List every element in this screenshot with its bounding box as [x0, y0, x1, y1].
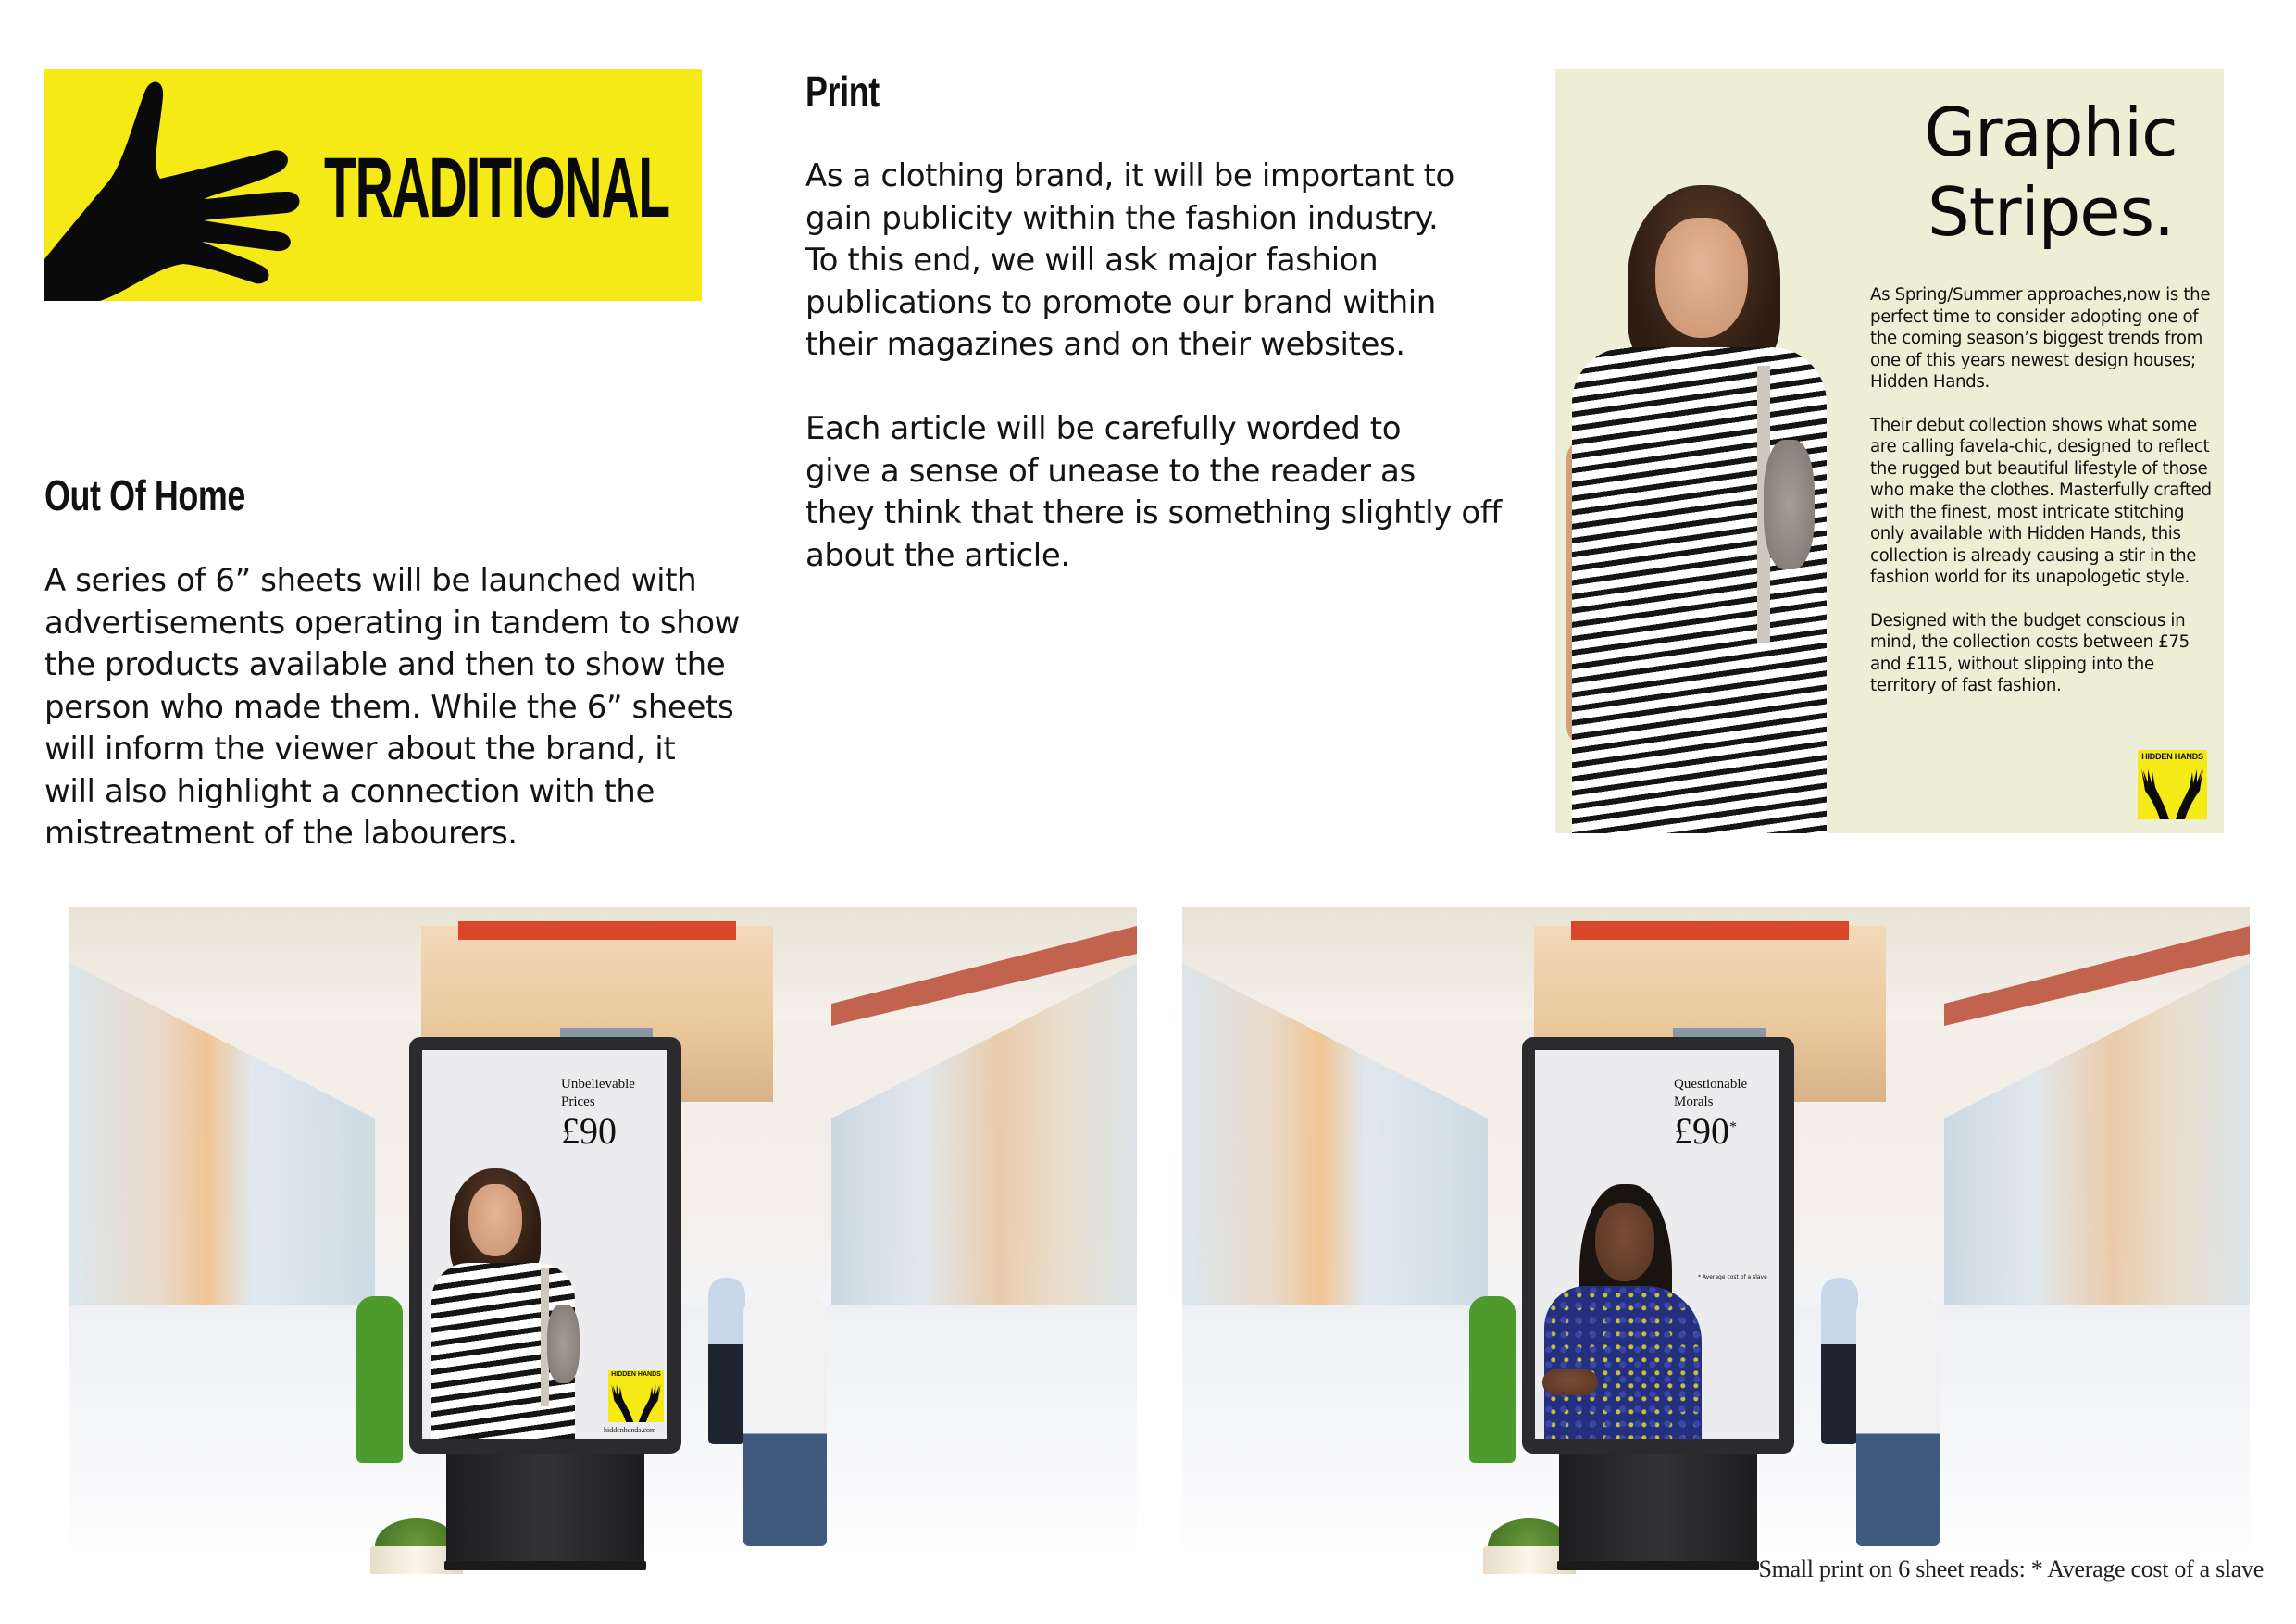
- print-body: [805, 156, 1502, 577]
- caption: Small print on 6 sheet reads: * Average cost of a slave: [1758, 1555, 2264, 1582]
- logo-text: TRADITIONAL: [324, 141, 669, 235]
- out-of-home-body: [44, 560, 740, 856]
- ooh-line: mistreatment of the labourers.: [44, 815, 518, 852]
- print-line: publications to promote our brand within: [805, 283, 1436, 321]
- six-sheet-ad: [422, 1050, 667, 1439]
- mall-scene-right: [1182, 907, 2250, 1574]
- magazine-ad: [1555, 69, 2224, 833]
- labourer-photo: [1535, 1050, 1779, 1439]
- copy-paragraph: Designed with the budget conscious in mind, the collection costs between £75 and £115, without slipping into the territory of fast fashion.: [1870, 610, 2190, 695]
- print-line: Each article will be carefully worded to: [805, 410, 1402, 447]
- print-heading: Print: [805, 68, 880, 116]
- out-of-home-heading: Out Of Home: [44, 471, 245, 519]
- print-line: give a sense of unease to the reader as: [805, 452, 1416, 490]
- brand-logo-label: HIDDEN HANDS: [611, 1371, 661, 1378]
- print-line: To this end, we will ask major fashion: [805, 242, 1379, 279]
- price-mark: *: [1729, 1119, 1737, 1135]
- ooh-line: advertisements operating in tandem to show: [44, 604, 741, 642]
- ooh-line: will inform the viewer about the brand, it: [44, 731, 676, 768]
- print-line: As a clothing brand, it will be important to: [805, 157, 1454, 194]
- raised-hands-icon: [608, 1370, 664, 1422]
- ad-headline-line: Prices: [561, 1094, 595, 1109]
- copy-paragraph: As Spring/Summer approaches,now is the perfect time to consider adopting one of the coming season’s biggest trends from one of this years newest design houses; Hidden Hands.: [1870, 285, 2211, 392]
- price-value: £90: [1674, 1110, 1729, 1152]
- raised-hands-icon: [2138, 750, 2207, 819]
- hidden-hands-logo: [2138, 750, 2207, 819]
- mall-scene-left: [69, 907, 1137, 1574]
- ooh-line: will also highlight a connection with the: [44, 772, 655, 810]
- print-line: their magazines and on their websites.: [805, 326, 1405, 363]
- model-photo: [1555, 69, 1870, 833]
- hand-icon: [44, 69, 341, 301]
- six-sheet-ad: [1535, 1050, 1779, 1439]
- magazine-title: [1884, 93, 2217, 252]
- ad-small-print: * Average cost of a slave: [1698, 1274, 1767, 1280]
- brand-logo-label: HIDDEN HANDS: [2141, 752, 2203, 761]
- ooh-line: person who made them. While the 6” sheets: [44, 688, 734, 726]
- ad-headline-line: Questionable: [1674, 1077, 1748, 1092]
- title-line: Stripes.: [1928, 173, 2174, 251]
- print-line: they think that there is something slightly off: [805, 494, 1502, 531]
- ooh-line: the products available and then to show the: [44, 646, 726, 683]
- price-value: £90: [561, 1110, 617, 1152]
- print-line: about the article.: [805, 536, 1070, 574]
- title-line: Graphic: [1924, 94, 2177, 171]
- traditional-logo: [44, 69, 702, 301]
- ad-url: hiddenhands.com: [604, 1426, 656, 1434]
- print-line: gain publicity within the fashion industry.: [805, 199, 1439, 237]
- ad-headline-line: Unbelievable: [561, 1077, 635, 1092]
- copy-paragraph: Their debut collection shows what some are calling favela-chic, designed to reflect the rugged but beautiful lifestyle of those who make the clothes. Masterfully crafted with the finest, most intricate stitching only available with Hidden Hands, this collection is already causing a stir in the fashion world for its unapologetic style.: [1870, 415, 2212, 587]
- ad-headline-line: Morals: [1674, 1094, 1714, 1109]
- ooh-line: A series of 6” sheets will be launched with: [44, 562, 697, 599]
- hidden-hands-logo: [608, 1370, 664, 1422]
- magazine-copy: [1870, 284, 2222, 718]
